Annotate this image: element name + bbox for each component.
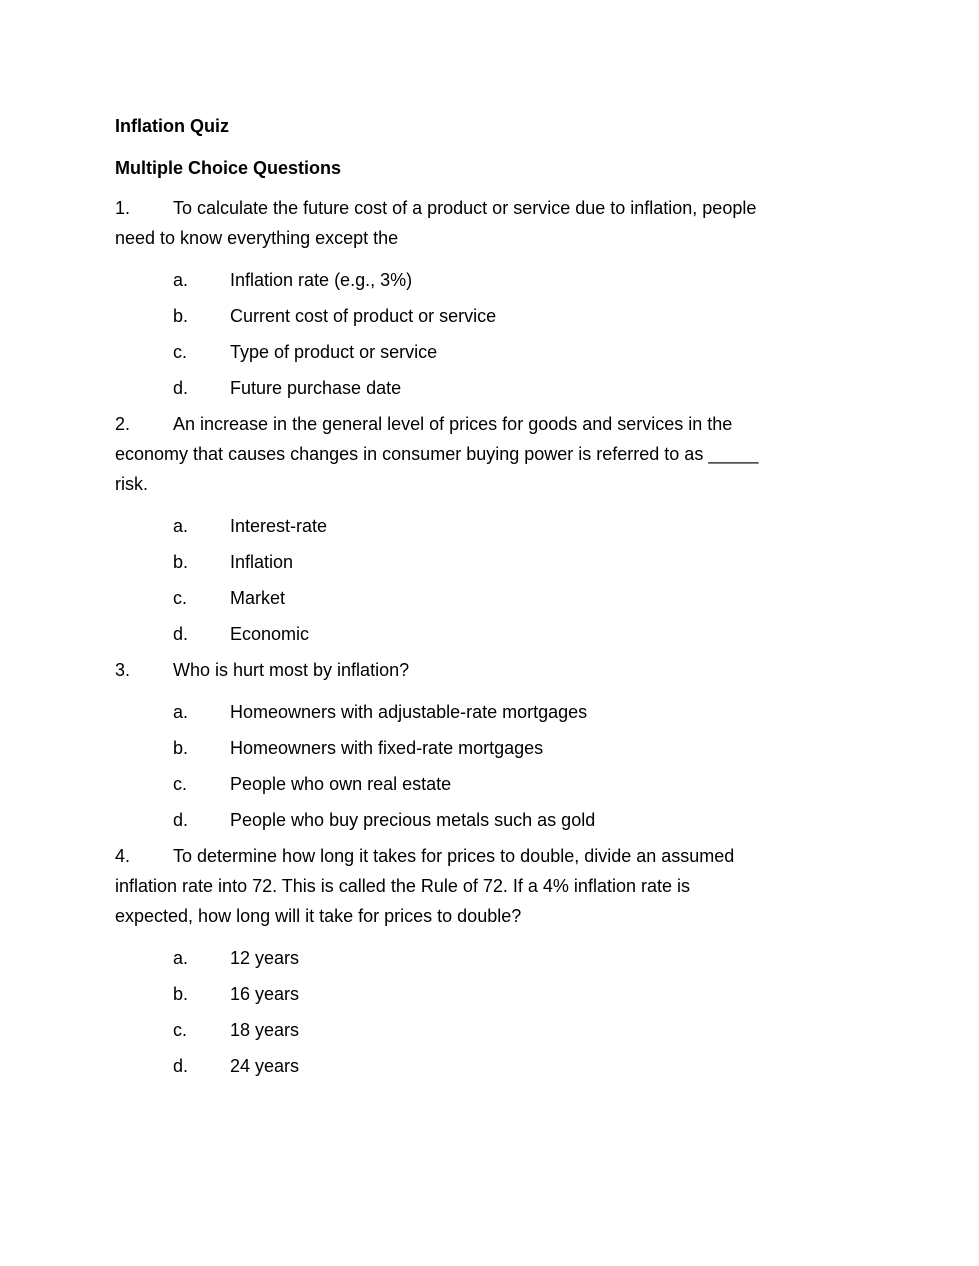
question-3	[115, 655, 864, 685]
option-letter: a.	[173, 948, 189, 968]
question-text: Who is hurt most by inflation?	[173, 660, 410, 680]
option-letter: c.	[173, 774, 188, 794]
option-text: Future purchase date	[230, 378, 402, 398]
document-subtitle: Multiple Choice Questions	[115, 158, 342, 178]
option-c	[173, 583, 864, 613]
option-text: Interest-rate	[230, 516, 328, 536]
option-letter: b.	[173, 984, 189, 1004]
option-a	[173, 511, 864, 541]
option-c	[173, 337, 864, 367]
option-text: 16 years	[230, 984, 300, 1004]
option-text: People who own real estate	[230, 774, 452, 794]
option-text: 18 years	[230, 1020, 300, 1040]
option-text: Inflation	[230, 552, 294, 572]
question-number: 2.	[115, 414, 131, 434]
question-line	[115, 193, 864, 223]
option-letter: d.	[173, 624, 189, 644]
option-c	[173, 769, 864, 799]
question-3-options	[115, 697, 864, 835]
option-text: Homeowners with adjustable-rate mortgages	[230, 702, 588, 722]
option-letter: a.	[173, 270, 189, 290]
option-text: Inflation rate (e.g., 3%)	[230, 270, 413, 290]
option-text: Economic	[230, 624, 310, 644]
option-letter: c.	[173, 588, 188, 608]
option-letter: a.	[173, 702, 189, 722]
question-number: 4.	[115, 846, 131, 866]
question-line	[115, 655, 864, 685]
option-text: Current cost of product or service	[230, 306, 497, 326]
document-title: Inflation Quiz	[115, 116, 229, 136]
option-c	[173, 1015, 864, 1045]
question-text: To calculate the future cost of a product or service due to inflation, people	[173, 198, 757, 218]
option-letter: d.	[173, 810, 189, 830]
question-line: expected, how long will it take for prices to double?	[115, 906, 522, 926]
option-d	[173, 1051, 864, 1081]
option-text: Homeowners with fixed-rate mortgages	[230, 738, 544, 758]
question-line	[115, 841, 864, 871]
question-4	[115, 841, 864, 931]
option-letter: b.	[173, 552, 189, 572]
question-line: need to know everything except the	[115, 228, 399, 248]
option-letter: b.	[173, 306, 189, 326]
question-text: An increase in the general level of prices for goods and services in the	[173, 414, 733, 434]
option-letter: a.	[173, 516, 189, 536]
question-1-options	[115, 265, 864, 403]
question-number: 3.	[115, 660, 131, 680]
option-text: Market	[230, 588, 286, 608]
question-1	[115, 193, 864, 253]
option-letter: c.	[173, 342, 188, 362]
question-text: To determine how long it takes for prices to double, divide an assumed	[173, 846, 735, 866]
option-letter: d.	[173, 1056, 189, 1076]
question-line: risk.	[115, 474, 148, 494]
question-line	[115, 409, 864, 439]
option-text: People who buy precious metals such as gold	[230, 810, 596, 830]
option-letter: c.	[173, 1020, 188, 1040]
option-text: 12 years	[230, 948, 300, 968]
option-b	[173, 547, 864, 577]
option-text: 24 years	[230, 1056, 300, 1076]
option-b	[173, 733, 864, 763]
question-number: 1.	[115, 198, 131, 218]
question-line: economy that causes changes in consumer buying power is referred to as _____	[115, 444, 759, 464]
option-a	[173, 265, 864, 295]
option-a	[173, 697, 864, 727]
option-text: Type of product or service	[230, 342, 438, 362]
option-b	[173, 979, 864, 1009]
option-d	[173, 619, 864, 649]
option-d	[173, 373, 864, 403]
question-2-options	[115, 511, 864, 649]
question-4-options	[115, 943, 864, 1081]
option-b	[173, 301, 864, 331]
question-2	[115, 409, 864, 499]
option-letter: b.	[173, 738, 189, 758]
question-line: inflation rate into 72. This is called the Rule of 72. If a 4% inflation rate is	[115, 876, 690, 896]
option-d	[173, 805, 864, 835]
option-letter: d.	[173, 378, 189, 398]
option-a	[173, 943, 864, 973]
